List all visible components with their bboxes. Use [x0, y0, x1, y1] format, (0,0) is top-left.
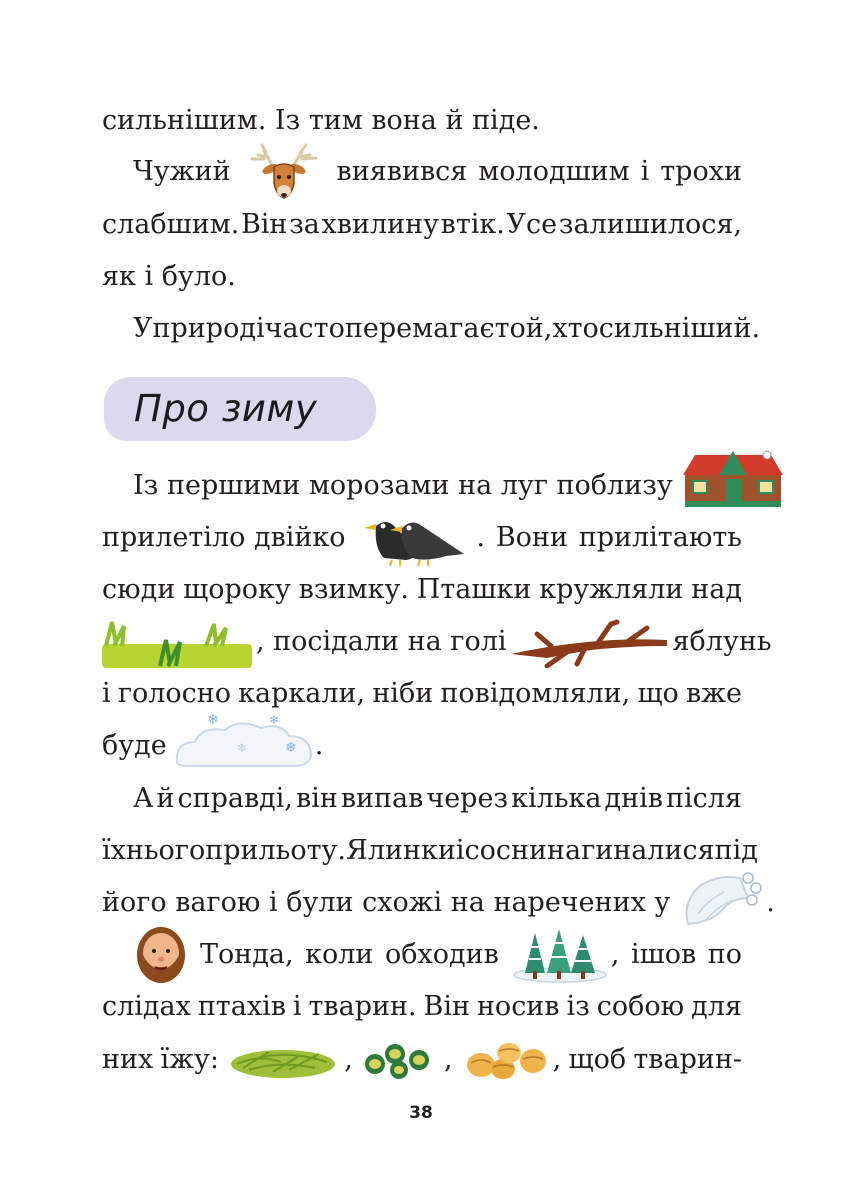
text-line: прилетіло двійко . Вони прилітають: [102, 518, 742, 558]
veil-icon: [678, 868, 766, 928]
text-line: їхнього прильоту. Ялинки і сосни нагиналися під: [102, 835, 758, 866]
text-line: його вагою і були схожі на наречених у .: [102, 883, 742, 923]
meadow-icon: [102, 614, 252, 670]
text-line: , посідали на голі яблунь: [102, 622, 742, 662]
snow-icon: [173, 712, 315, 770]
forester-icon: [132, 925, 190, 985]
house-icon: [681, 449, 785, 509]
page-number: 38: [409, 1103, 433, 1123]
nuts-icon: [463, 1039, 553, 1081]
text-line: буде ❄ ❄ ❄ ❄ .: [102, 726, 742, 766]
svg-text:❄: ❄: [236, 741, 247, 755]
svg-text:❄: ❄: [206, 712, 219, 728]
text-line: слабшим. Він за хвилину втік. Усе залишилося,: [102, 209, 742, 240]
text-line: як і було.: [102, 261, 236, 292]
deer-icon: [242, 143, 326, 201]
text-line: Тонда, коли обходив , ішов по: [102, 935, 742, 975]
hay-icon: [229, 1040, 337, 1080]
section-heading: Про зиму: [134, 387, 318, 430]
text-line: У природі часто перемагає той, хто сильніший.: [133, 313, 761, 344]
text-line: сильнішим. Із тим вона й піде.: [102, 105, 540, 136]
forest-icon: [511, 927, 609, 983]
acorns-icon: [361, 1040, 437, 1080]
text-line: Чужий виявився молодшим і трохи: [133, 152, 742, 192]
text-line: А й справді, він випав через кілька днів після: [133, 783, 742, 814]
text-line: Із першими морозами на луг поблизу: [133, 466, 742, 506]
text-line: слідах птахів і тварин. Він носив із собою для: [102, 991, 742, 1022]
branch-icon: [507, 616, 671, 668]
text-line: сюди щороку взимку. Пташки кружляли над: [102, 574, 742, 605]
svg-text:❄: ❄: [268, 713, 279, 727]
crows-icon: [356, 508, 476, 568]
text-line: них їжу: , , , щоб тварин-: [102, 1040, 742, 1080]
svg-text:❄: ❄: [284, 740, 297, 756]
text-line: і голосно каркали, ніби повідомляли, що вже: [102, 678, 742, 709]
